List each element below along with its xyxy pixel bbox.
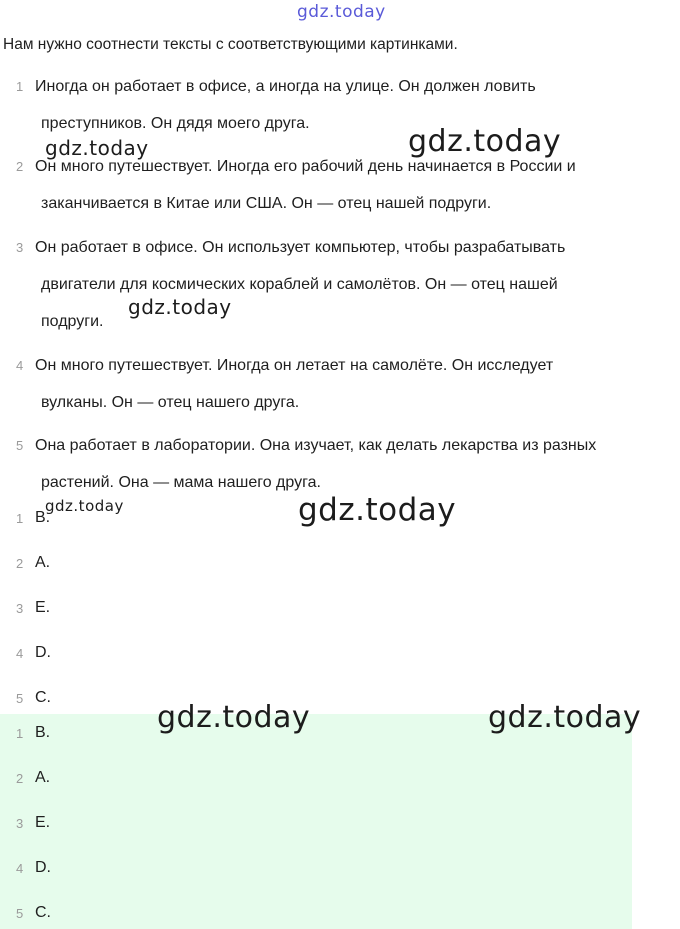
item-text (35, 427, 675, 501)
answer-number: 2 (16, 771, 24, 786)
watermark: gdz.today (45, 136, 149, 160)
answer-number: 3 (16, 816, 24, 831)
answer-number: 5 (16, 906, 24, 921)
match-letter: D. (35, 644, 51, 661)
match-number: 2 (16, 556, 24, 571)
answer-letter: B. (35, 724, 51, 741)
answer-letter: D. (35, 859, 51, 876)
watermark: gdz.today (488, 700, 642, 735)
text-line: заканчивается в Китае или США. Он — отец нашей подруги. (41, 195, 492, 212)
item-number: 2 (16, 159, 24, 174)
text-line: Она работает в лаборатории. Она изучает, как делать лекарства из разных (35, 437, 597, 454)
watermark-top: gdz.today (297, 2, 386, 22)
watermark: gdz.today (298, 492, 457, 528)
match-letter: B. (35, 509, 51, 526)
match-number: 5 (16, 691, 24, 706)
text-line: подруги. (41, 313, 104, 330)
item-number: 4 (16, 358, 24, 373)
answer-number: 1 (16, 726, 24, 741)
answer-letter: E. (35, 814, 51, 831)
watermark: gdz.today (157, 700, 311, 735)
match-number: 4 (16, 646, 24, 661)
match-item (0, 599, 680, 619)
watermark: gdz.today (408, 124, 562, 159)
item-text (35, 229, 675, 340)
answer-item (0, 859, 680, 879)
item-number: 1 (16, 79, 24, 94)
item-text (35, 68, 675, 142)
match-item (0, 554, 680, 574)
answer-item (0, 814, 680, 834)
item-number: 5 (16, 438, 24, 453)
item-number: 3 (16, 240, 24, 255)
text-line: преступников. Он дядя моего друга. (41, 115, 310, 132)
text-line: Иногда он работает в офисе, а иногда на улице. Он должен ловить (35, 78, 536, 95)
text-line: Он работает в офисе. Он использует компьютер, чтобы разрабатывать (35, 239, 566, 256)
answer-number: 4 (16, 861, 24, 876)
text-line: Он много путешествует. Иногда он летает на самолёте. Он исследует (35, 357, 554, 374)
text-line: вулканы. Он — отец нашего друга. (41, 394, 300, 411)
answer-letter: A. (35, 769, 51, 786)
answer-item (0, 904, 680, 924)
match-number: 3 (16, 601, 24, 616)
text-line: двигатели для космических кораблей и самолётов. Он — отец нашей (41, 276, 558, 293)
match-number: 1 (16, 511, 24, 526)
item-text (35, 347, 675, 421)
text-line: растений. Она — мама нашего друга. (41, 474, 321, 491)
match-letter: C. (35, 689, 51, 706)
text-line: Он много путешествует. Иногда его рабочий день начинается в России и (35, 158, 576, 175)
watermark: gdz.today (45, 497, 124, 515)
match-letter: E. (35, 599, 51, 616)
match-letter: A. (35, 554, 51, 571)
answer-letter: C. (35, 904, 51, 921)
match-item (0, 644, 680, 664)
watermark: gdz.today (128, 295, 232, 319)
answer-item (0, 769, 680, 789)
task-intro: Нам нужно соотнести тексты с соответствующими картинками. (3, 36, 458, 53)
